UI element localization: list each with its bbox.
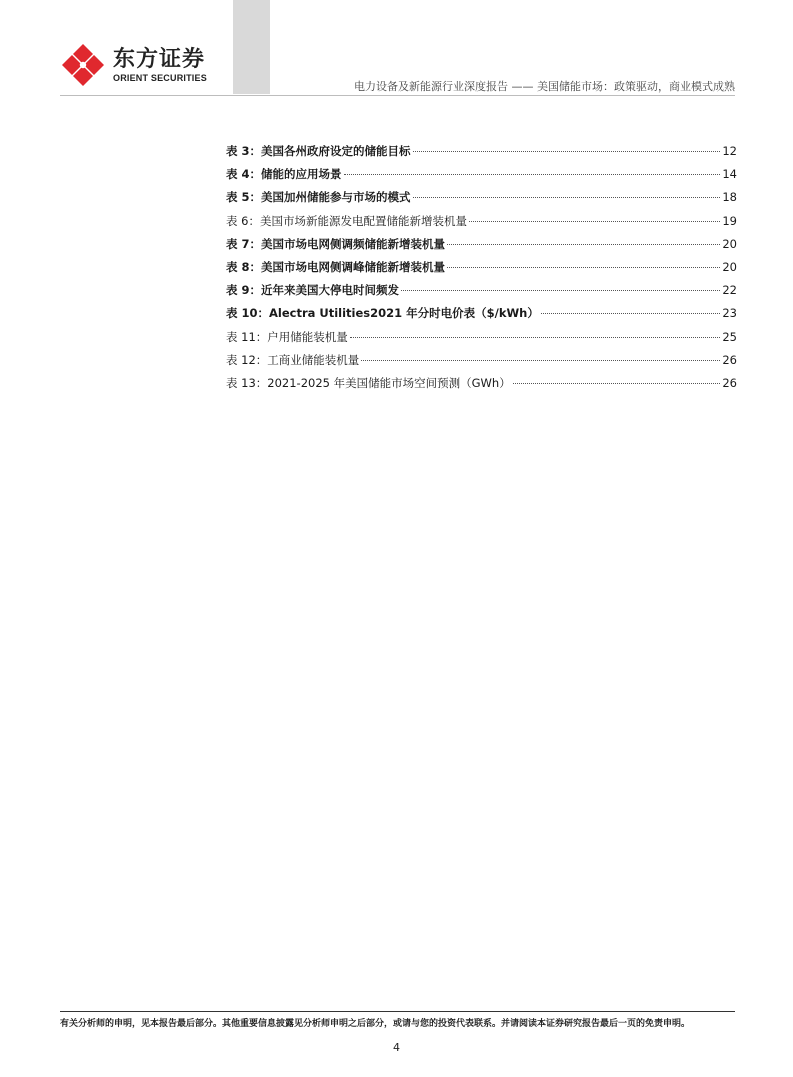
toc-entry-label: 表 5：美国加州储能参与市场的模式: [226, 190, 411, 205]
toc-leader-dots: [513, 383, 721, 384]
toc-entry-label: 表 8：美国市场电网侧调峰储能新增装机量: [226, 259, 446, 274]
toc-entry-page: 19: [722, 213, 737, 228]
toc-leader-dots: [447, 267, 720, 268]
toc-leader-dots: [541, 313, 720, 314]
toc-entry[interactable]: [226, 213, 737, 236]
toc-leader-dots: [344, 174, 721, 175]
logo-english-name: ORIENT SECURITIES: [113, 73, 207, 83]
header-divider: [60, 95, 735, 96]
toc-entry-page: 14: [722, 167, 737, 182]
toc-entry-page: 12: [722, 144, 737, 158]
toc-leader-dots: [447, 244, 720, 245]
toc-entry-label: 表 12：工商业储能装机量: [226, 352, 360, 367]
toc-entry-label: 表 6：美国市场新能源发电配置储能新增装机量: [226, 213, 467, 228]
toc-entry[interactable]: [226, 166, 737, 189]
toc-entry[interactable]: [226, 143, 737, 166]
toc-entry-page: 26: [722, 375, 737, 390]
toc-leader-dots: [350, 337, 721, 338]
toc-entry-label: 表 10：Alectra Utilities2021 年分时电价表（$/kWh）: [226, 306, 539, 321]
toc-leader-dots: [413, 151, 721, 152]
toc-entry-label: 表 11：户用储能装机量: [226, 329, 348, 344]
toc-entry[interactable]: [226, 352, 737, 375]
toc-leader-dots: [361, 360, 720, 361]
table-of-contents-list: [226, 143, 737, 398]
toc-entry[interactable]: [226, 189, 737, 212]
toc-entry[interactable]: [226, 259, 737, 282]
header-grey-tab: [233, 0, 270, 94]
toc-entry-label: 表 3：美国各州政府设定的储能目标: [226, 144, 411, 158]
toc-entry-label: 表 9：近年来美国大停电时间频发: [226, 283, 400, 298]
toc-entry-page: 23: [722, 306, 737, 321]
orient-securities-logo: [60, 42, 220, 88]
footer-disclaimer: 有关分析师的申明，见本报告最后部分。其他重要信息披露见分析师申明之后部分，或请与您的投资代表联系。并请阅读本证券研究报告最后一页的免责申明。: [60, 1019, 691, 1029]
toc-entry-page: 18: [722, 190, 737, 205]
footer-divider: [60, 1011, 735, 1012]
toc-entry-label: 表 13：2021-2025 年美国储能市场空间预测（GWh）: [226, 375, 511, 390]
toc-entry[interactable]: [226, 329, 737, 352]
toc-entry[interactable]: [226, 375, 737, 398]
toc-leader-dots: [401, 290, 720, 291]
toc-leader-dots: [413, 197, 721, 198]
report-header-title: 电力设备及新能源行业深度报告 —— 美国储能市场：政策驱动，商业模式成熟: [354, 80, 735, 93]
logo-mark-icon: [60, 42, 106, 88]
toc-entry-page: 20: [722, 236, 737, 251]
toc-entry-page: 20: [722, 259, 737, 274]
toc-leader-dots: [469, 221, 720, 222]
toc-entry-label: 表 7：美国市场电网侧调频储能新增装机量: [226, 236, 446, 251]
page-number: 4: [393, 1041, 400, 1054]
toc-entry[interactable]: [226, 236, 737, 259]
toc-entry[interactable]: [226, 305, 737, 328]
toc-entry-page: 26: [722, 352, 737, 367]
toc-entry-page: 22: [722, 283, 737, 298]
toc-entry[interactable]: [226, 282, 737, 305]
toc-entry-label: 表 4：储能的应用场景: [226, 167, 342, 182]
logo-chinese-name: 东方证券: [113, 47, 206, 72]
toc-entry-page: 25: [722, 329, 737, 344]
